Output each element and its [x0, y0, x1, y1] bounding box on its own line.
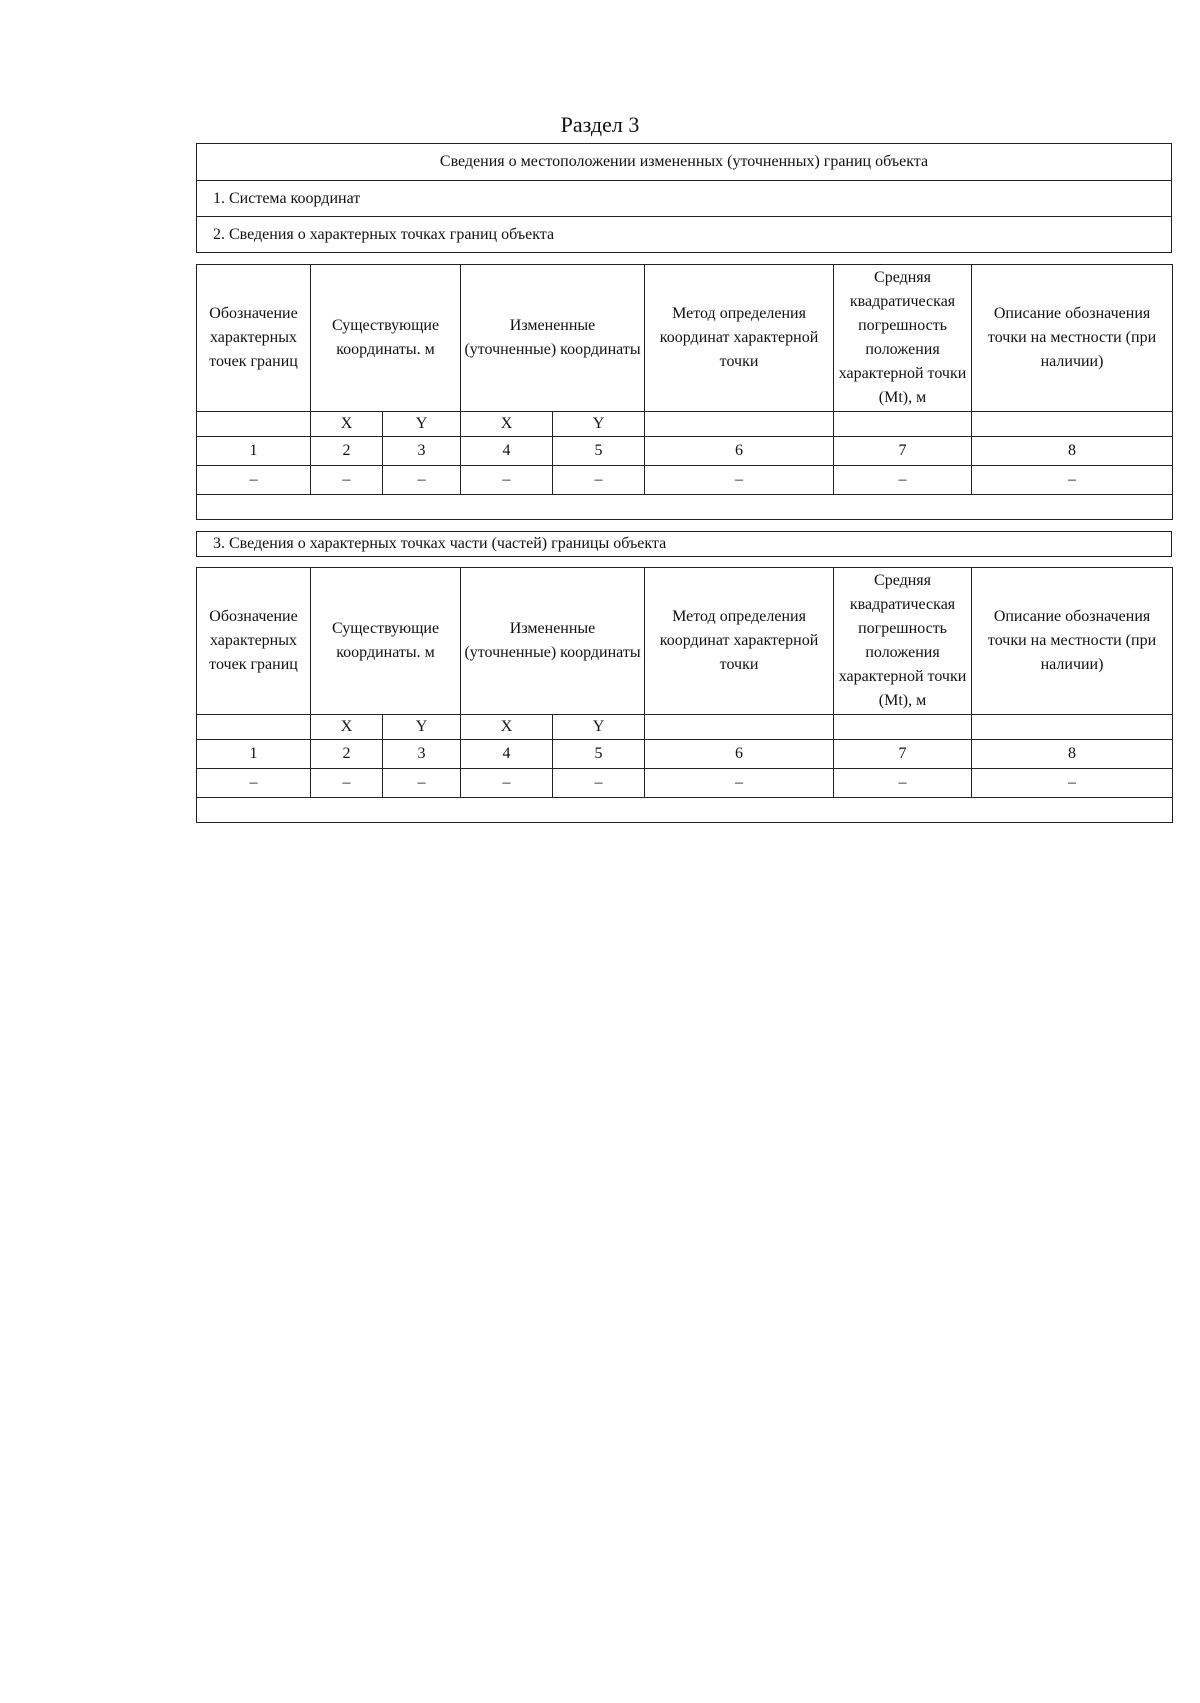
dash-cell: – [553, 466, 645, 495]
table-row [197, 769, 1173, 798]
column-number-row [197, 740, 1173, 769]
dash-cell: – [461, 769, 553, 798]
column-number: 7 [834, 437, 972, 466]
part-boundary-points-table [196, 567, 1173, 823]
column-number: 2 [311, 437, 383, 466]
dash-cell: – [197, 466, 311, 495]
cell [645, 412, 834, 437]
dash-cell: – [645, 466, 834, 495]
table-subheader-row [197, 715, 1173, 740]
dash-cell: – [834, 466, 972, 495]
table-subheader-row [197, 412, 1173, 437]
dash-cell: – [834, 769, 972, 798]
column-number: 3 [383, 740, 461, 769]
col-existing-coords: Существующие координаты. м [311, 568, 461, 715]
cell [197, 715, 311, 740]
table-header-row [197, 568, 1173, 715]
column-number: 8 [972, 740, 1173, 769]
col-changed-coords: Измененные (уточненные) координаты [461, 265, 645, 412]
empty-cell [197, 495, 1173, 520]
dash-cell: – [972, 769, 1173, 798]
column-number-row [197, 437, 1173, 466]
column-number: 5 [553, 740, 645, 769]
dash-cell: – [461, 466, 553, 495]
y-label: Y [383, 412, 461, 437]
boundary-points-heading: 2. Сведения о характерных точках границ объекта [197, 216, 1171, 252]
column-number: 6 [645, 437, 834, 466]
column-number: 3 [383, 437, 461, 466]
y-label: Y [553, 715, 645, 740]
column-number: 4 [461, 740, 553, 769]
empty-row [197, 798, 1173, 823]
coordinate-system-row: 1. Система координат [197, 180, 1171, 216]
empty-cell [197, 798, 1173, 823]
dash-cell: – [383, 769, 461, 798]
dash-cell: – [645, 769, 834, 798]
section-title: Сведения о местоположении измененных (уточненных) границ объекта [439, 153, 929, 170]
column-number: 1 [197, 740, 311, 769]
column-number: 4 [461, 437, 553, 466]
x-label: X [311, 412, 383, 437]
dash-cell: – [311, 769, 383, 798]
col-description: Описание обозначения точки на местности (при наличии) [972, 568, 1173, 715]
cell [645, 715, 834, 740]
col-designation: Обозначение характерных точек границ [197, 265, 311, 412]
column-number: 6 [645, 740, 834, 769]
empty-row [197, 495, 1173, 520]
column-number: 8 [972, 437, 1173, 466]
part-boundary-points-heading: 3. Сведения о характерных точках части (частей) границы объекта [196, 531, 1172, 557]
col-method: Метод определения координат характерной точки [645, 568, 834, 715]
cell [197, 412, 311, 437]
dash-cell: – [197, 769, 311, 798]
col-mean-error: Средняя квадратическая погрешность положения характерной точки (Mt), м [834, 265, 972, 412]
y-label: Y [383, 715, 461, 740]
dash-cell: – [383, 466, 461, 495]
col-existing-coords: Существующие координаты. м [311, 265, 461, 412]
cell [834, 412, 972, 437]
cell [834, 715, 972, 740]
cell [972, 412, 1173, 437]
cell [972, 715, 1173, 740]
x-label: X [461, 715, 553, 740]
section-header-box [196, 143, 1172, 253]
table-header-row [197, 265, 1173, 412]
column-number: 2 [311, 740, 383, 769]
col-method: Метод определения координат характерной точки [645, 265, 834, 412]
x-label: X [311, 715, 383, 740]
col-description: Описание обозначения точки на местности (при наличии) [972, 265, 1173, 412]
dash-cell: – [553, 769, 645, 798]
x-label: X [461, 412, 553, 437]
col-mean-error: Средняя квадратическая погрешность положения характерной точки (Mt), м [834, 568, 972, 715]
dash-cell: – [972, 466, 1173, 495]
column-number: 1 [197, 437, 311, 466]
col-designation: Обозначение характерных точек границ [197, 568, 311, 715]
column-number: 7 [834, 740, 972, 769]
boundary-points-table [196, 264, 1173, 520]
column-number: 5 [553, 437, 645, 466]
dash-cell: – [311, 466, 383, 495]
col-changed-coords: Измененные (уточненные) координаты [461, 568, 645, 715]
y-label: Y [553, 412, 645, 437]
table-row [197, 466, 1173, 495]
page-heading: Раздел 3 [560, 112, 640, 137]
